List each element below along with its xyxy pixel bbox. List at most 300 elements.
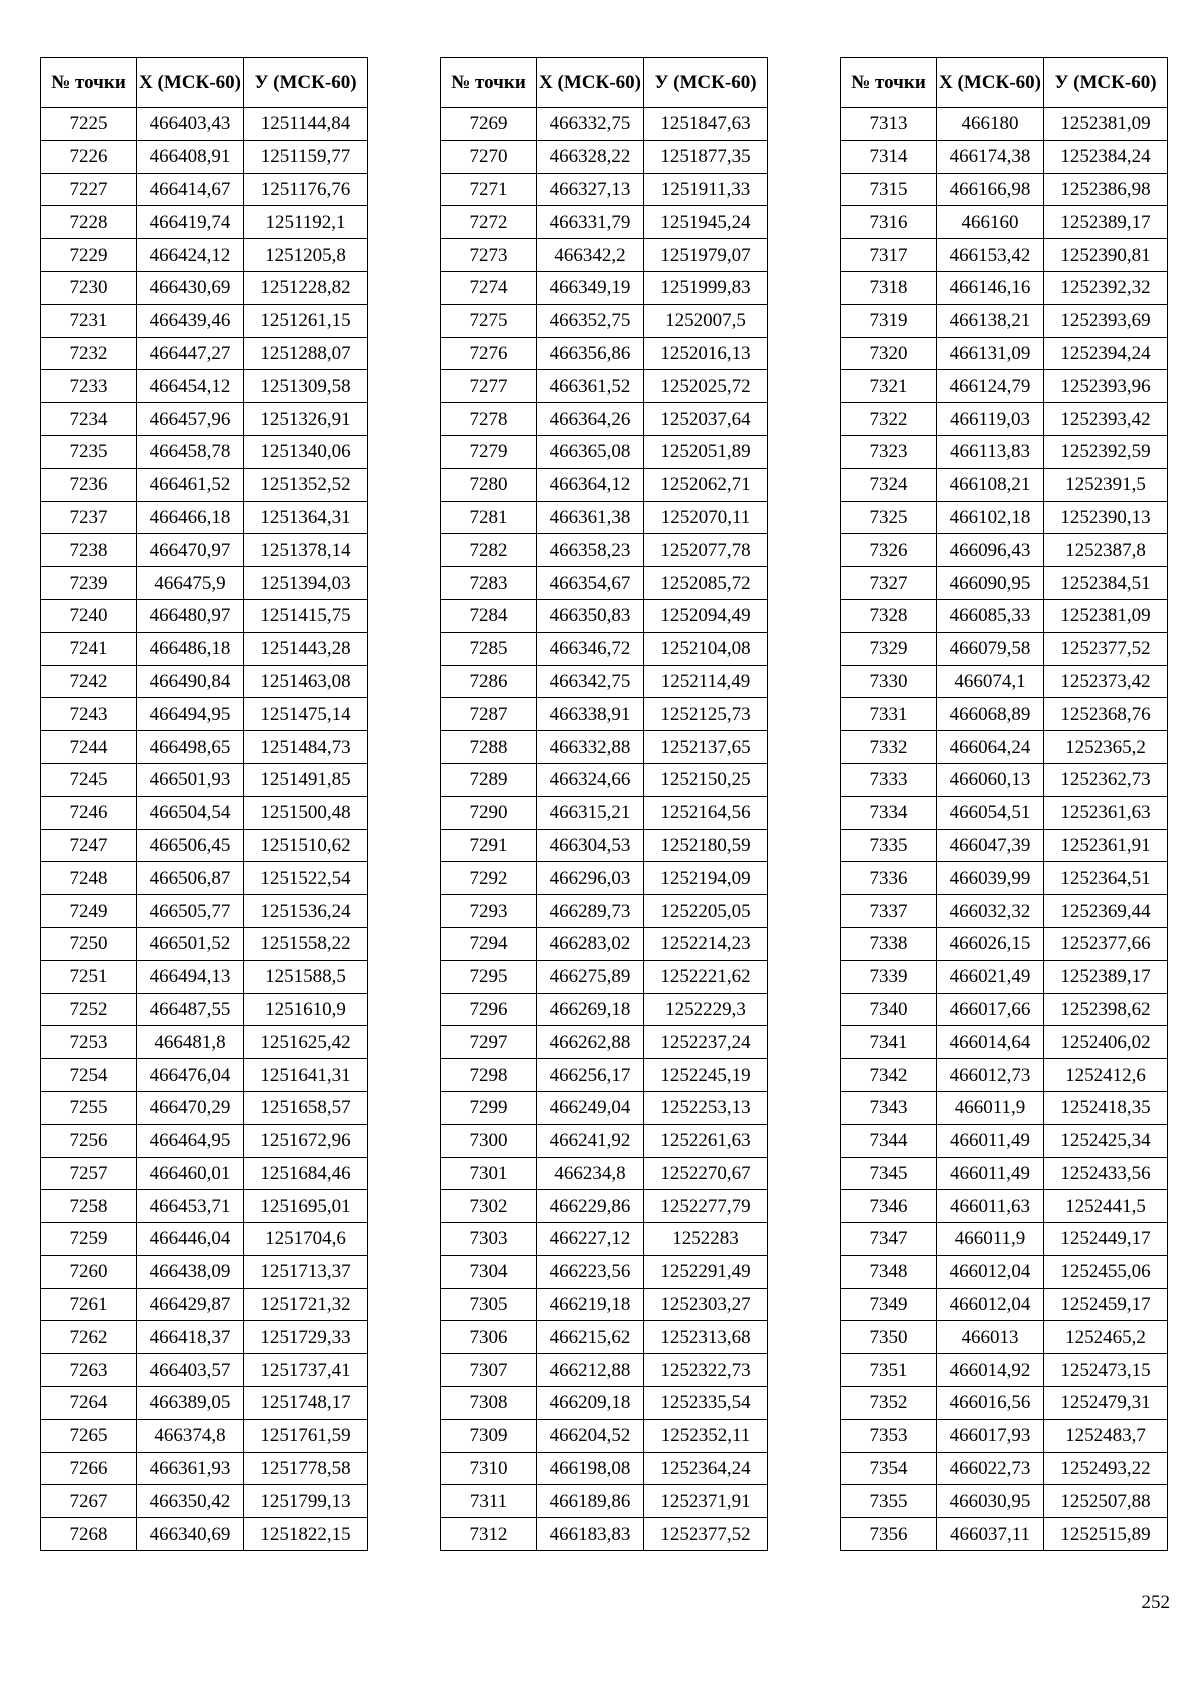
cell-y-coordinate: 1252062,71 bbox=[644, 468, 768, 501]
cell-point-number: 7333 bbox=[841, 763, 937, 796]
table-row bbox=[441, 599, 768, 632]
cell-x-coordinate: 466408,91 bbox=[137, 140, 244, 173]
table-row bbox=[41, 1223, 368, 1256]
cell-x-coordinate: 466438,09 bbox=[137, 1255, 244, 1288]
table-row bbox=[441, 763, 768, 796]
cell-x-coordinate: 466418,37 bbox=[137, 1321, 244, 1354]
cell-x-coordinate: 466332,75 bbox=[537, 108, 644, 141]
cell-y-coordinate: 1251641,31 bbox=[244, 1059, 368, 1092]
cell-y-coordinate: 1252377,52 bbox=[644, 1518, 768, 1551]
cell-point-number: 7237 bbox=[41, 501, 137, 534]
table-row bbox=[441, 862, 768, 895]
cell-point-number: 7283 bbox=[441, 567, 537, 600]
cell-point-number: 7316 bbox=[841, 206, 937, 239]
cell-point-number: 7342 bbox=[841, 1059, 937, 1092]
cell-point-number: 7308 bbox=[441, 1387, 537, 1420]
cell-x-coordinate: 466283,02 bbox=[537, 927, 644, 960]
cell-x-coordinate: 466475,9 bbox=[137, 567, 244, 600]
table-row bbox=[41, 927, 368, 960]
cell-point-number: 7347 bbox=[841, 1223, 937, 1256]
header-y-coordinate: У (МСК-60) bbox=[1044, 58, 1168, 108]
table-row bbox=[441, 1124, 768, 1157]
cell-point-number: 7319 bbox=[841, 304, 937, 337]
table-row bbox=[41, 1452, 368, 1485]
header-x-coordinate: Х (МСК-60) bbox=[937, 58, 1044, 108]
cell-point-number: 7321 bbox=[841, 370, 937, 403]
cell-point-number: 7335 bbox=[841, 829, 937, 862]
cell-x-coordinate: 466342,2 bbox=[537, 239, 644, 272]
cell-y-coordinate: 1252507,88 bbox=[1044, 1485, 1168, 1518]
cell-x-coordinate: 466068,89 bbox=[937, 698, 1044, 731]
table-row bbox=[41, 1157, 368, 1190]
table-row bbox=[41, 763, 368, 796]
table-row bbox=[41, 501, 368, 534]
cell-y-coordinate: 1252393,96 bbox=[1044, 370, 1168, 403]
cell-x-coordinate: 466315,21 bbox=[537, 796, 644, 829]
cell-x-coordinate: 466174,38 bbox=[937, 140, 1044, 173]
cell-y-coordinate: 1252391,5 bbox=[1044, 468, 1168, 501]
cell-y-coordinate: 1251684,46 bbox=[244, 1157, 368, 1190]
cell-y-coordinate: 1252164,56 bbox=[644, 796, 768, 829]
cell-x-coordinate: 466017,93 bbox=[937, 1419, 1044, 1452]
cell-x-coordinate: 466012,73 bbox=[937, 1059, 1044, 1092]
cell-x-coordinate: 466219,18 bbox=[537, 1288, 644, 1321]
cell-y-coordinate: 1252433,56 bbox=[1044, 1157, 1168, 1190]
cell-x-coordinate: 466364,12 bbox=[537, 468, 644, 501]
cell-x-coordinate: 466501,93 bbox=[137, 763, 244, 796]
cell-point-number: 7268 bbox=[41, 1518, 137, 1551]
table-row bbox=[41, 862, 368, 895]
cell-point-number: 7232 bbox=[41, 337, 137, 370]
cell-point-number: 7350 bbox=[841, 1321, 937, 1354]
cell-point-number: 7287 bbox=[441, 698, 537, 731]
cell-y-coordinate: 1251945,24 bbox=[644, 206, 768, 239]
cell-point-number: 7345 bbox=[841, 1157, 937, 1190]
cell-y-coordinate: 1252365,2 bbox=[1044, 731, 1168, 764]
table-row bbox=[441, 731, 768, 764]
cell-point-number: 7318 bbox=[841, 271, 937, 304]
table-row bbox=[841, 567, 1168, 600]
table-row bbox=[41, 468, 368, 501]
cell-x-coordinate: 466249,04 bbox=[537, 1091, 644, 1124]
cell-y-coordinate: 1252137,65 bbox=[644, 731, 768, 764]
cell-x-coordinate: 466079,58 bbox=[937, 632, 1044, 665]
cell-point-number: 7301 bbox=[441, 1157, 537, 1190]
table-row bbox=[841, 534, 1168, 567]
cell-x-coordinate: 466234,8 bbox=[537, 1157, 644, 1190]
cell-y-coordinate: 1252361,63 bbox=[1044, 796, 1168, 829]
table-row bbox=[41, 1354, 368, 1387]
table-row bbox=[441, 1157, 768, 1190]
cell-x-coordinate: 466014,92 bbox=[937, 1354, 1044, 1387]
cell-x-coordinate: 466030,95 bbox=[937, 1485, 1044, 1518]
table-row bbox=[41, 1288, 368, 1321]
table-row bbox=[441, 1387, 768, 1420]
cell-point-number: 7290 bbox=[441, 796, 537, 829]
table-row bbox=[841, 796, 1168, 829]
cell-point-number: 7300 bbox=[441, 1124, 537, 1157]
cell-y-coordinate: 1251443,28 bbox=[244, 632, 368, 665]
cell-point-number: 7265 bbox=[41, 1419, 137, 1452]
cell-point-number: 7340 bbox=[841, 993, 937, 1026]
cell-point-number: 7317 bbox=[841, 239, 937, 272]
cell-point-number: 7348 bbox=[841, 1255, 937, 1288]
cell-y-coordinate: 1251463,08 bbox=[244, 665, 368, 698]
table-row bbox=[841, 140, 1168, 173]
cell-y-coordinate: 1252237,24 bbox=[644, 1026, 768, 1059]
cell-point-number: 7299 bbox=[441, 1091, 537, 1124]
cell-point-number: 7353 bbox=[841, 1419, 937, 1452]
cell-y-coordinate: 1251704,6 bbox=[244, 1223, 368, 1256]
table-row bbox=[41, 1387, 368, 1420]
cell-x-coordinate: 466504,54 bbox=[137, 796, 244, 829]
cell-point-number: 7324 bbox=[841, 468, 937, 501]
cell-x-coordinate: 466457,96 bbox=[137, 403, 244, 436]
table-row bbox=[441, 304, 768, 337]
cell-point-number: 7280 bbox=[441, 468, 537, 501]
cell-x-coordinate: 466011,49 bbox=[937, 1157, 1044, 1190]
table-row bbox=[841, 1091, 1168, 1124]
table-row bbox=[41, 173, 368, 206]
cell-x-coordinate: 466470,97 bbox=[137, 534, 244, 567]
cell-point-number: 7251 bbox=[41, 960, 137, 993]
cell-point-number: 7248 bbox=[41, 862, 137, 895]
cell-x-coordinate: 466439,46 bbox=[137, 304, 244, 337]
cell-y-coordinate: 1251326,91 bbox=[244, 403, 368, 436]
cell-point-number: 7295 bbox=[441, 960, 537, 993]
cell-y-coordinate: 1252406,02 bbox=[1044, 1026, 1168, 1059]
cell-y-coordinate: 1252335,54 bbox=[644, 1387, 768, 1420]
cell-point-number: 7253 bbox=[41, 1026, 137, 1059]
cell-x-coordinate: 466011,49 bbox=[937, 1124, 1044, 1157]
cell-y-coordinate: 1252515,89 bbox=[1044, 1518, 1168, 1551]
table-row bbox=[441, 665, 768, 698]
cell-point-number: 7332 bbox=[841, 731, 937, 764]
table-row bbox=[841, 271, 1168, 304]
table-row bbox=[41, 1026, 368, 1059]
cell-y-coordinate: 1252025,72 bbox=[644, 370, 768, 403]
table-row bbox=[41, 665, 368, 698]
cell-y-coordinate: 1251536,24 bbox=[244, 895, 368, 928]
coordinates-table-1 bbox=[40, 57, 368, 1551]
cell-y-coordinate: 1251658,57 bbox=[244, 1091, 368, 1124]
cell-point-number: 7337 bbox=[841, 895, 937, 928]
table-row bbox=[841, 927, 1168, 960]
cell-y-coordinate: 1252381,09 bbox=[1044, 599, 1168, 632]
cell-point-number: 7274 bbox=[441, 271, 537, 304]
cell-x-coordinate: 466338,91 bbox=[537, 698, 644, 731]
cell-point-number: 7341 bbox=[841, 1026, 937, 1059]
table-row bbox=[41, 1190, 368, 1223]
cell-point-number: 7263 bbox=[41, 1354, 137, 1387]
cell-point-number: 7229 bbox=[41, 239, 137, 272]
cell-point-number: 7315 bbox=[841, 173, 937, 206]
cell-point-number: 7349 bbox=[841, 1288, 937, 1321]
table-header-row bbox=[441, 58, 768, 108]
table-row bbox=[841, 960, 1168, 993]
cell-point-number: 7286 bbox=[441, 665, 537, 698]
table-row bbox=[841, 1288, 1168, 1321]
cell-y-coordinate: 1252077,78 bbox=[644, 534, 768, 567]
cell-point-number: 7355 bbox=[841, 1485, 937, 1518]
table-row bbox=[841, 337, 1168, 370]
table-row bbox=[841, 1518, 1168, 1551]
table-row bbox=[441, 829, 768, 862]
cell-y-coordinate: 1252398,62 bbox=[1044, 993, 1168, 1026]
cell-point-number: 7306 bbox=[441, 1321, 537, 1354]
table-row bbox=[41, 829, 368, 862]
cell-y-coordinate: 1252465,2 bbox=[1044, 1321, 1168, 1354]
header-point-number: № точки bbox=[441, 58, 537, 108]
cell-x-coordinate: 466470,29 bbox=[137, 1091, 244, 1124]
cell-point-number: 7311 bbox=[441, 1485, 537, 1518]
cell-point-number: 7282 bbox=[441, 534, 537, 567]
cell-point-number: 7277 bbox=[441, 370, 537, 403]
cell-y-coordinate: 1252364,51 bbox=[1044, 862, 1168, 895]
cell-point-number: 7323 bbox=[841, 435, 937, 468]
cell-x-coordinate: 466054,51 bbox=[937, 796, 1044, 829]
cell-x-coordinate: 466350,42 bbox=[137, 1485, 244, 1518]
cell-y-coordinate: 1251979,07 bbox=[644, 239, 768, 272]
table-row bbox=[41, 1485, 368, 1518]
table-row bbox=[441, 632, 768, 665]
cell-point-number: 7259 bbox=[41, 1223, 137, 1256]
cell-y-coordinate: 1252180,59 bbox=[644, 829, 768, 862]
table-row bbox=[441, 1354, 768, 1387]
table-row bbox=[41, 304, 368, 337]
cell-x-coordinate: 466047,39 bbox=[937, 829, 1044, 862]
cell-y-coordinate: 1251500,48 bbox=[244, 796, 368, 829]
cell-y-coordinate: 1252007,5 bbox=[644, 304, 768, 337]
cell-y-coordinate: 1252392,32 bbox=[1044, 271, 1168, 304]
cell-y-coordinate: 1251484,73 bbox=[244, 731, 368, 764]
cell-x-coordinate: 466124,79 bbox=[937, 370, 1044, 403]
table-row bbox=[41, 731, 368, 764]
cell-y-coordinate: 1251778,58 bbox=[244, 1452, 368, 1485]
table-row bbox=[41, 632, 368, 665]
table-row bbox=[841, 895, 1168, 928]
cell-y-coordinate: 1251205,8 bbox=[244, 239, 368, 272]
table-row bbox=[841, 173, 1168, 206]
cell-x-coordinate: 466460,01 bbox=[137, 1157, 244, 1190]
cell-x-coordinate: 466505,77 bbox=[137, 895, 244, 928]
cell-y-coordinate: 1252070,11 bbox=[644, 501, 768, 534]
cell-point-number: 7255 bbox=[41, 1091, 137, 1124]
table-row bbox=[41, 1321, 368, 1354]
cell-y-coordinate: 1252253,13 bbox=[644, 1091, 768, 1124]
cell-y-coordinate: 1252493,22 bbox=[1044, 1452, 1168, 1485]
table-row bbox=[41, 1419, 368, 1452]
cell-x-coordinate: 466032,32 bbox=[937, 895, 1044, 928]
cell-x-coordinate: 466446,04 bbox=[137, 1223, 244, 1256]
table-row bbox=[441, 108, 768, 141]
cell-x-coordinate: 466419,74 bbox=[137, 206, 244, 239]
cell-y-coordinate: 1252371,91 bbox=[644, 1485, 768, 1518]
table-row bbox=[41, 534, 368, 567]
table-row bbox=[441, 239, 768, 272]
cell-y-coordinate: 1252037,64 bbox=[644, 403, 768, 436]
cell-x-coordinate: 466013 bbox=[937, 1321, 1044, 1354]
table-row bbox=[441, 468, 768, 501]
cell-x-coordinate: 466304,53 bbox=[537, 829, 644, 862]
cell-y-coordinate: 1252389,17 bbox=[1044, 960, 1168, 993]
table-row bbox=[41, 567, 368, 600]
cell-x-coordinate: 466466,18 bbox=[137, 501, 244, 534]
cell-y-coordinate: 1251288,07 bbox=[244, 337, 368, 370]
cell-point-number: 7336 bbox=[841, 862, 937, 895]
cell-point-number: 7258 bbox=[41, 1190, 137, 1223]
cell-x-coordinate: 466494,13 bbox=[137, 960, 244, 993]
cell-x-coordinate: 466464,95 bbox=[137, 1124, 244, 1157]
cell-x-coordinate: 466447,27 bbox=[137, 337, 244, 370]
table-row bbox=[41, 1091, 368, 1124]
cell-y-coordinate: 1252389,17 bbox=[1044, 206, 1168, 239]
cell-x-coordinate: 466039,99 bbox=[937, 862, 1044, 895]
cell-x-coordinate: 466324,66 bbox=[537, 763, 644, 796]
table-row bbox=[41, 239, 368, 272]
cell-y-coordinate: 1251340,06 bbox=[244, 435, 368, 468]
cell-point-number: 7289 bbox=[441, 763, 537, 796]
cell-point-number: 7328 bbox=[841, 599, 937, 632]
cell-point-number: 7281 bbox=[441, 501, 537, 534]
cell-point-number: 7260 bbox=[41, 1255, 137, 1288]
cell-point-number: 7343 bbox=[841, 1091, 937, 1124]
cell-x-coordinate: 466012,04 bbox=[937, 1255, 1044, 1288]
cell-x-coordinate: 466017,66 bbox=[937, 993, 1044, 1026]
cell-y-coordinate: 1251192,1 bbox=[244, 206, 368, 239]
cell-point-number: 7307 bbox=[441, 1354, 537, 1387]
cell-x-coordinate: 466350,83 bbox=[537, 599, 644, 632]
cell-y-coordinate: 1251394,03 bbox=[244, 567, 368, 600]
header-point-number: № точки bbox=[41, 58, 137, 108]
cell-y-coordinate: 1251847,63 bbox=[644, 108, 768, 141]
cell-point-number: 7242 bbox=[41, 665, 137, 698]
cell-y-coordinate: 1252390,81 bbox=[1044, 239, 1168, 272]
cell-y-coordinate: 1252387,8 bbox=[1044, 534, 1168, 567]
table-row bbox=[841, 1026, 1168, 1059]
cell-y-coordinate: 1252473,15 bbox=[1044, 1354, 1168, 1387]
table-row bbox=[841, 108, 1168, 141]
cell-point-number: 7292 bbox=[441, 862, 537, 895]
cell-x-coordinate: 466454,12 bbox=[137, 370, 244, 403]
table-row bbox=[441, 140, 768, 173]
header-x-coordinate: Х (МСК-60) bbox=[537, 58, 644, 108]
cell-x-coordinate: 466256,17 bbox=[537, 1059, 644, 1092]
cell-point-number: 7303 bbox=[441, 1223, 537, 1256]
table-row bbox=[41, 895, 368, 928]
cell-x-coordinate: 466074,1 bbox=[937, 665, 1044, 698]
cell-point-number: 7234 bbox=[41, 403, 137, 436]
cell-y-coordinate: 1252373,42 bbox=[1044, 665, 1168, 698]
table-row bbox=[841, 239, 1168, 272]
cell-point-number: 7338 bbox=[841, 927, 937, 960]
cell-x-coordinate: 466022,73 bbox=[937, 1452, 1044, 1485]
cell-x-coordinate: 466352,75 bbox=[537, 304, 644, 337]
cell-y-coordinate: 1251822,15 bbox=[244, 1518, 368, 1551]
table-row bbox=[841, 1485, 1168, 1518]
cell-y-coordinate: 1252459,17 bbox=[1044, 1288, 1168, 1321]
cell-point-number: 7276 bbox=[441, 337, 537, 370]
table-row bbox=[441, 1059, 768, 1092]
table-row bbox=[841, 993, 1168, 1026]
cell-x-coordinate: 466085,33 bbox=[937, 599, 1044, 632]
table-row bbox=[41, 206, 368, 239]
table-row bbox=[441, 1026, 768, 1059]
cell-x-coordinate: 466096,43 bbox=[937, 534, 1044, 567]
cell-x-coordinate: 466506,45 bbox=[137, 829, 244, 862]
cell-x-coordinate: 466119,03 bbox=[937, 403, 1044, 436]
table-row bbox=[841, 1190, 1168, 1223]
cell-y-coordinate: 1252390,13 bbox=[1044, 501, 1168, 534]
cell-y-coordinate: 1252369,44 bbox=[1044, 895, 1168, 928]
header-y-coordinate: У (МСК-60) bbox=[244, 58, 368, 108]
cell-point-number: 7230 bbox=[41, 271, 137, 304]
cell-x-coordinate: 466296,03 bbox=[537, 862, 644, 895]
cell-point-number: 7298 bbox=[441, 1059, 537, 1092]
cell-point-number: 7302 bbox=[441, 1190, 537, 1223]
cell-point-number: 7356 bbox=[841, 1518, 937, 1551]
cell-y-coordinate: 1252313,68 bbox=[644, 1321, 768, 1354]
table-row bbox=[441, 206, 768, 239]
table-row bbox=[841, 1354, 1168, 1387]
table-row bbox=[41, 698, 368, 731]
cell-point-number: 7269 bbox=[441, 108, 537, 141]
cell-x-coordinate: 466354,67 bbox=[537, 567, 644, 600]
cell-point-number: 7267 bbox=[41, 1485, 137, 1518]
cell-x-coordinate: 466183,83 bbox=[537, 1518, 644, 1551]
table-row bbox=[41, 370, 368, 403]
cell-x-coordinate: 466429,87 bbox=[137, 1288, 244, 1321]
cell-x-coordinate: 466241,92 bbox=[537, 1124, 644, 1157]
cell-point-number: 7344 bbox=[841, 1124, 937, 1157]
cell-y-coordinate: 1251176,76 bbox=[244, 173, 368, 206]
cell-y-coordinate: 1252352,11 bbox=[644, 1419, 768, 1452]
cell-x-coordinate: 466346,72 bbox=[537, 632, 644, 665]
table-row bbox=[41, 1124, 368, 1157]
cell-y-coordinate: 1251510,62 bbox=[244, 829, 368, 862]
cell-y-coordinate: 1252364,24 bbox=[644, 1452, 768, 1485]
table-row bbox=[841, 632, 1168, 665]
cell-x-coordinate: 466090,95 bbox=[937, 567, 1044, 600]
cell-y-coordinate: 1252425,34 bbox=[1044, 1124, 1168, 1157]
cell-point-number: 7325 bbox=[841, 501, 937, 534]
cell-point-number: 7293 bbox=[441, 895, 537, 928]
cell-x-coordinate: 466361,93 bbox=[137, 1452, 244, 1485]
table-header-row bbox=[41, 58, 368, 108]
cell-y-coordinate: 1252094,49 bbox=[644, 599, 768, 632]
cell-point-number: 7334 bbox=[841, 796, 937, 829]
cell-point-number: 7225 bbox=[41, 108, 137, 141]
table-row bbox=[41, 337, 368, 370]
table-row bbox=[841, 862, 1168, 895]
cell-x-coordinate: 466016,56 bbox=[937, 1387, 1044, 1420]
table-row bbox=[841, 1124, 1168, 1157]
table-row bbox=[41, 108, 368, 141]
cell-point-number: 7314 bbox=[841, 140, 937, 173]
cell-point-number: 7245 bbox=[41, 763, 137, 796]
cell-y-coordinate: 1252483,7 bbox=[1044, 1419, 1168, 1452]
table-row bbox=[41, 960, 368, 993]
cell-y-coordinate: 1251695,01 bbox=[244, 1190, 368, 1223]
table-row bbox=[841, 599, 1168, 632]
cell-x-coordinate: 466269,18 bbox=[537, 993, 644, 1026]
cell-point-number: 7310 bbox=[441, 1452, 537, 1485]
cell-point-number: 7238 bbox=[41, 534, 137, 567]
cell-y-coordinate: 1252229,3 bbox=[644, 993, 768, 1026]
cell-point-number: 7233 bbox=[41, 370, 137, 403]
cell-point-number: 7247 bbox=[41, 829, 137, 862]
table-row bbox=[441, 534, 768, 567]
